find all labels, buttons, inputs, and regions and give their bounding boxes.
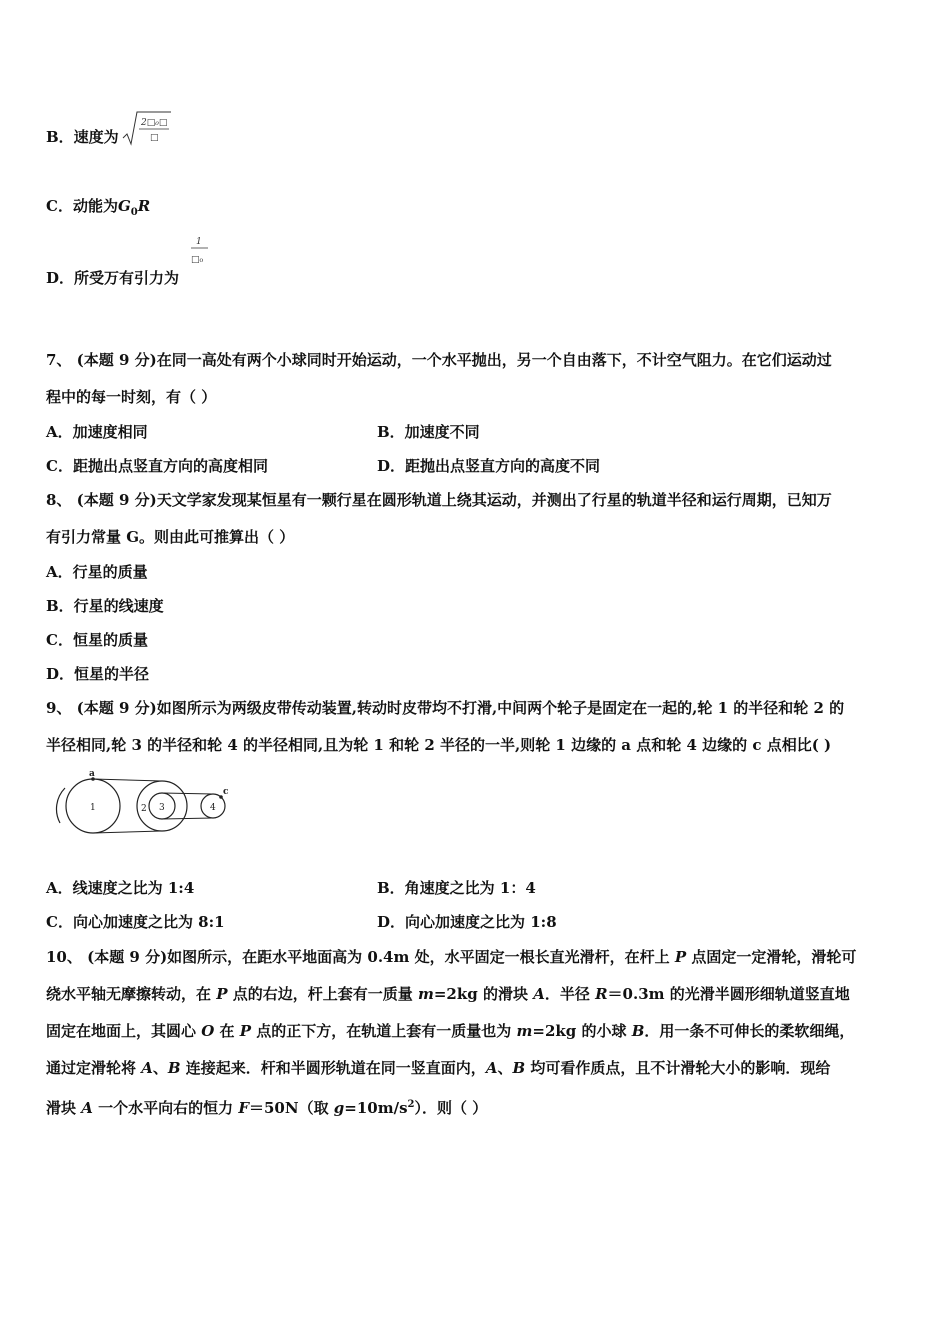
q10-l5-var-g: g: [333, 1099, 345, 1117]
q9-option-d: D．向心加速度之比为 1:8: [377, 913, 557, 931]
q10-line2: [46, 984, 850, 1004]
q7-stem-line2: 程中的每一时刻，有（ ）: [46, 388, 217, 406]
q8-stem-line1: 8、 (本题 9 分)天文学家发现某恒星有一颗行星在圆形轨道上绕其运动，并测出了行星的轨道半径和运行周期，已知万: [46, 491, 832, 509]
q10-l5-sup: 2: [407, 1099, 415, 1110]
sqrt-formula: [121, 106, 173, 148]
q9-stem-line2: 半径相同,轮 3 的半径和轮 4 的半径相同,且为轮 1 和轮 2 半径的一半,则轮 1 边缘的 a 点和轮 4 边缘的 c 点相比( ): [46, 736, 832, 754]
belt-drive-figure: [55, 768, 235, 838]
label-wheel-2: 2: [141, 804, 147, 814]
q9-stem-line1: 9、 (本题 9 分)如图所示为两级皮带传动装置,转动时皮带均不打滑,中间两个轮子是固定在一起的,轮 1 的半径和轮 2 的: [46, 699, 845, 717]
q10-l5-text-a: 滑块: [46, 1099, 82, 1117]
q6-option-c-g: G: [117, 197, 131, 215]
label-c: c: [223, 787, 229, 797]
q8-option-d: D．恒星的半径: [46, 665, 150, 683]
q10-line5: [46, 1095, 487, 1118]
q10-l1-text-b: 点固定一定滑轮，滑轮可: [686, 948, 857, 966]
q10-l5-text-b: 一个水平向右的恒力: [92, 1099, 239, 1117]
q10-line4: [46, 1058, 830, 1078]
q8-option-c: C．恒星的质量: [46, 631, 148, 649]
q10-l2-text-b: 点的右边，杆上套有一质量: [227, 985, 418, 1003]
q10-l2-text-a: 绕水平轴无摩擦转动，在: [46, 985, 217, 1003]
q6-option-d-label: D．所受万有引力为: [46, 269, 180, 287]
q10-line3: [46, 1021, 854, 1041]
q10-l3-var-o: O: [201, 1022, 215, 1040]
q10-l1-text-a: 10、 (本题 9 分)如图所示，在距水平地面高为 0.4m 处，水平固定一根长直光滑杆，在杆上: [46, 948, 675, 966]
label-wheel-3: 3: [159, 803, 165, 813]
q10-l4-var-a2: A: [485, 1059, 498, 1077]
q6-option-b-label: B．速度为: [46, 128, 119, 146]
q7-option-b: B．加速度不同: [377, 423, 480, 441]
q10-l4-text-b: 、: [152, 1059, 168, 1077]
q7-stem-line1: 7、 (本题 9 分)在同一高处有两个小球同时开始运动，一个水平抛出，另一个自由落下，不计空气阻力。在它们运动过: [46, 351, 832, 369]
label-a: a: [89, 769, 95, 779]
q10-l5-var-f: F: [238, 1099, 249, 1117]
q10-l4-text-a: 通过定滑轮将: [46, 1059, 142, 1077]
q10-l4-text-c: 连接起来．杆和半圆形轨道在同一竖直面内，: [180, 1059, 486, 1077]
q10-l3-var-p: P: [239, 1022, 252, 1040]
q10-l2-text-e: ＝0.3m 的光滑半圆形细轨道竖直地: [607, 985, 850, 1003]
sqrt-frac-denominator: □: [150, 133, 159, 143]
q10-line1: [46, 947, 856, 967]
q10-l5-text-d: =10m/s: [344, 1099, 408, 1117]
q10-l3-text-e: ．用一条不可伸长的柔软细绳，: [644, 1022, 855, 1040]
q10-l3-text-c: 点的正下方，在轨道上套有一质量也为: [251, 1022, 517, 1040]
q10-l1-var-p: P: [674, 948, 687, 966]
rotation-arrow-icon: [56, 788, 65, 823]
q6-option-c-sub: 0: [130, 207, 138, 218]
q7-option-a: A．加速度相同: [46, 423, 148, 441]
q9-option-c: C．向心加速度之比为 8:1: [46, 913, 225, 931]
sqrt-frac-numerator: 2□₀□: [141, 118, 168, 128]
q10-l2-var-p: P: [216, 985, 228, 1003]
fraction-formula: [188, 232, 212, 272]
belt-lower-2: [162, 818, 213, 819]
q8-option-b: B．行星的线速度: [46, 597, 164, 615]
belt-upper-2: [162, 793, 213, 794]
q10-l3-text-d: =2kg 的小球: [532, 1022, 632, 1040]
q10-l2-text-c: =2kg 的滑块: [433, 985, 534, 1003]
q6-option-c-label: C．动能为: [46, 197, 118, 215]
q10-l5-text-e: ）．则（ ）: [414, 1099, 488, 1117]
q10-l2-var-r: R: [595, 985, 608, 1003]
q10-l4-var-b: B: [167, 1059, 181, 1077]
q10-l3-text-a: 固定在地面上，其圆心: [46, 1022, 202, 1040]
q10-l3-var-b: B: [631, 1022, 645, 1040]
frac-denominator: □₀: [191, 255, 204, 265]
q9-option-b: B．角速度之比为 1：4: [377, 879, 536, 897]
q10-l3-var-m: m: [516, 1022, 533, 1040]
frac-numerator: 1: [196, 237, 202, 247]
q6-option-c: [46, 196, 150, 223]
q8-option-a: A．行星的质量: [46, 563, 148, 581]
q8-stem-line2: 有引力常量 G。则由此可推算出（ ）: [46, 528, 295, 546]
q6-option-d: [46, 268, 179, 288]
label-wheel-1: 1: [90, 803, 96, 813]
q9-option-a: A．线速度之比为 1:4: [46, 879, 195, 897]
label-wheel-4: 4: [210, 803, 216, 813]
q10-l2-var-a: A: [533, 985, 545, 1003]
q10-l4-text-e: 均可看作质点，且不计滑轮大小的影响．现给: [525, 1059, 831, 1077]
q7-option-c: C．距抛出点竖直方向的高度相同: [46, 457, 268, 475]
q10-l5-text-c: ＝50N（取: [248, 1099, 334, 1117]
q10-l3-text-b: 在: [214, 1022, 240, 1040]
q10-l2-text-d: ．半径: [544, 985, 596, 1003]
q6-option-b: [46, 127, 119, 147]
q10-l4-text-d: 、: [497, 1059, 513, 1077]
q7-option-d: D．距抛出点竖直方向的高度不同: [377, 457, 601, 475]
q6-option-c-r: R: [137, 197, 151, 215]
q10-l5-var-a: A: [81, 1099, 93, 1117]
q10-l4-var-a: A: [141, 1059, 153, 1077]
q10-l2-var-m: m: [417, 985, 434, 1003]
q10-l4-var-b2: B: [512, 1059, 526, 1077]
